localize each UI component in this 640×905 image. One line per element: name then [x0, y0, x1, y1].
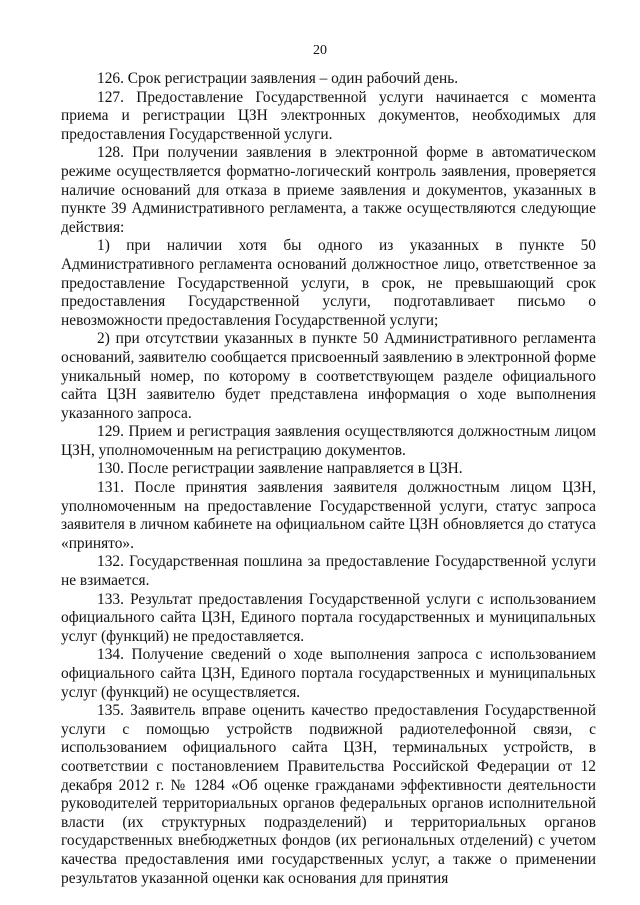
paragraph-130: 130. После регистрации заявление направляется в ЦЗН. — [97, 460, 463, 478]
paragraph-126: 126. Срок регистрации заявления – один рабочий день. — [97, 70, 459, 87]
document-body — [61, 70, 596, 888]
paragraph-133: 133. Результат предоставления Государственной услуги с использованием официального сайта ЦЗН, Единого портала государственных и муниципальных услуг (функций) не предоставляется. — [61, 590, 596, 645]
paragraph-132: 132. Государственная пошлина за предоставление Государственной услуги не взимается. — [61, 553, 596, 590]
paragraph-129: 129. Прием и регистрация заявления осуществляются должностным лицом ЦЗН, уполномоченным на регистрацию документов. — [61, 423, 596, 459]
paragraph-128-item-1: 1) при наличии хотя бы одного из указанных в пункте 50 Административного регламента оснований должностное лицо, ответственное за предоставление Государственной услуги, в срок, не превышающий срок предоставления Государственной услуги, подготавливает письмо о невозможности предоставления Государственной услуги; — [61, 237, 596, 329]
paragraph-134: 134. Получение сведений о ходе выполнения запроса с использованием официального сайта ЦЗН, Единого портала государственных и муниципальных услуг (функций) не осуществляется. — [61, 646, 596, 701]
paragraph-135: 135. Заявитель вправе оценить качество предоставления Государственной услуги с помощью устройств подвижной радиотелефонной связи, с использованием официального сайта ЦЗН, терминальных устройств, в соответствии с постановлением Правительства Российской Федерации от 12 декабря 2012 г. № 1284 «Об оценке гражданами эффективности деятельности руководителей территориальных органов федеральных органов исполнительной власти (их структурных подразделений) и территориальных органов государственных внебюджетных фондов (их региональных отделений) с учетом качества предоставления ими государственных услуг, а также о применении результатов указанной оценки как основания для принятия — [61, 702, 596, 887]
page-number: 20 — [313, 43, 327, 58]
paragraph-131: 131. После принятия заявления заявителя должностным лицом ЦЗН, уполномоченным на предоставление Государственной услуги, статус запроса заявителя в личном кабинете на официальном сайте ЦЗН обновляется до статуса «принято». — [61, 479, 596, 552]
paragraph-127: 127. Предоставление Государственной услуги начинается с момента приема и регистрации ЦЗН электронных документов, необходимых для предоставления Государственной услуги. — [61, 88, 596, 143]
paragraph-128: 128. При получении заявления в электронной форме в автоматическом режиме осуществляется форматно-логический контроль заявления, проверяется наличие оснований для отказа в приеме заявления и документов, указанных в пункте 39 Административного регламента, а также осуществляются следующие действия: — [61, 144, 596, 236]
paragraph-128-item-2: 2) при отсутствии указанных в пункте 50 Административного регламента оснований, заявителю сообщается присвоенный заявлению в электронной форме уникальный номер, по которому в соответствующем разделе официального сайта ЦЗН заявителю будет представлена информация о ходе выполнения указанного запроса. — [61, 330, 596, 422]
